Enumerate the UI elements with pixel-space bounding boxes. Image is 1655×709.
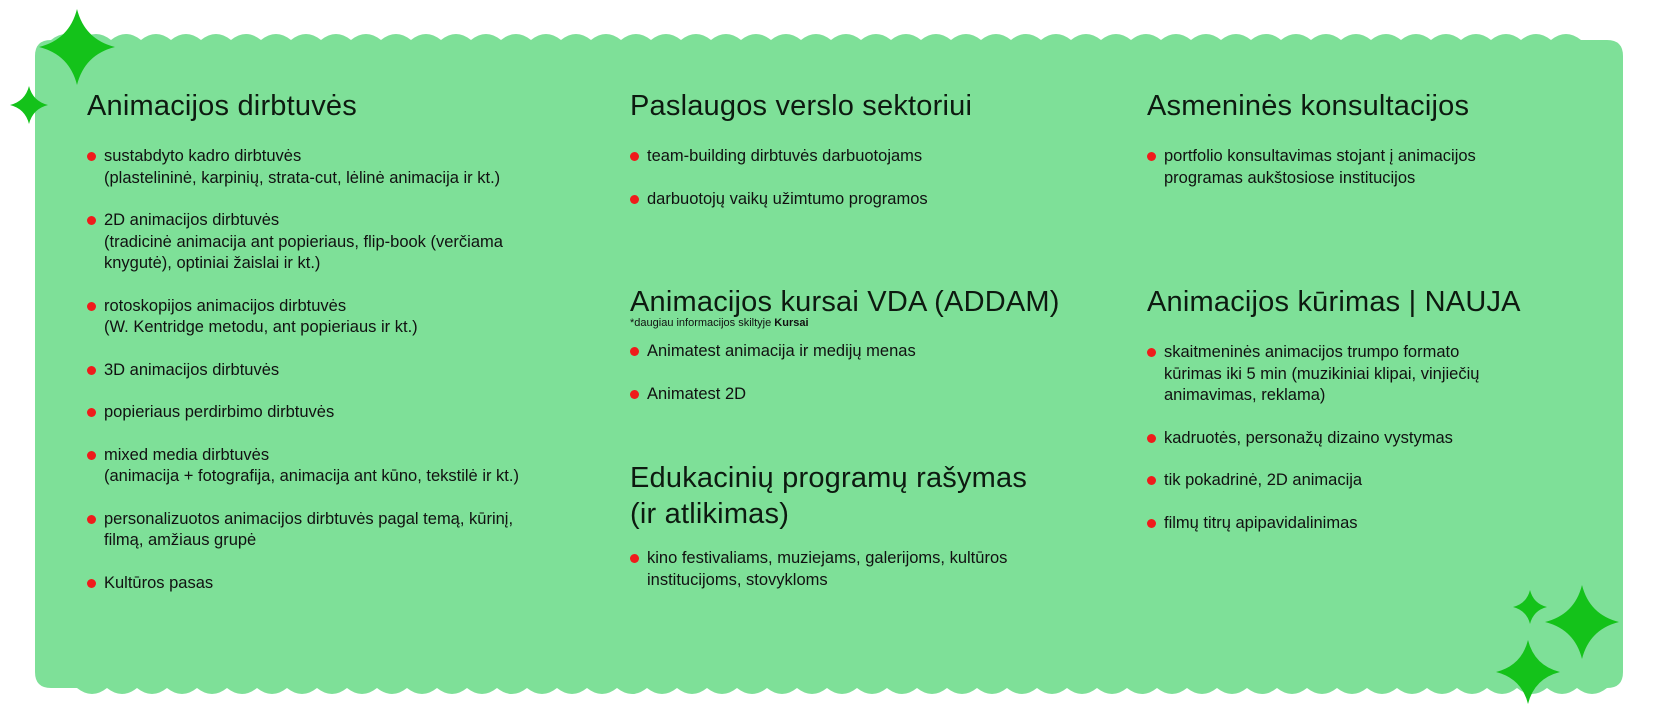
section-courses — [630, 284, 1060, 426]
list-item-text — [647, 341, 916, 363]
list-item — [87, 509, 519, 552]
list-item-line: 2D animacijos dirbtuvės — [104, 211, 280, 229]
section-title: Paslaugos verslo sektoriui — [630, 90, 973, 122]
list-item-line: Animatest animacija ir medijų menas — [647, 342, 916, 360]
note-link[interactable]: Kursai — [774, 317, 809, 329]
list-item-text — [104, 360, 279, 382]
list-item-line: animavimas, reklama) — [1164, 386, 1326, 404]
list-item — [1147, 513, 1521, 535]
list-item — [87, 445, 519, 488]
bullet-icon — [87, 451, 96, 460]
bullet-icon — [87, 408, 96, 417]
bullet-icon — [1147, 476, 1156, 485]
list-item-line: (W. Kentridge metodu, ant popieriaus ir kt.) — [104, 318, 418, 336]
section-title — [630, 460, 1027, 532]
list-item-line: personalizuotos animacijos dirbtuvės pagal temą, kūrinį, — [104, 509, 514, 528]
bullet-icon — [630, 152, 639, 161]
list-item — [87, 210, 519, 275]
section-title: Asmeninės konsultacijos — [1147, 90, 1470, 122]
bullet-icon — [1147, 434, 1156, 443]
list-item-line: portfolio konsultavimas stojant į animacijos — [1164, 147, 1476, 165]
list-item-line: darbuotojų vaikų užimtumo programos — [647, 189, 928, 208]
list-item-line: programas aukštosiose institucijos — [1164, 168, 1416, 187]
list-item-line: team-building dirbtuvės darbuotojams — [647, 147, 923, 165]
list-item-line: filmą, amžiaus grupė — [104, 531, 257, 549]
section-title: Animacijos kursai VDA (ADDAM) — [630, 286, 1060, 318]
list-item-line: skaitmeninės animacijos trumpo formato — [1164, 343, 1460, 361]
bullet-icon — [1147, 348, 1156, 357]
list-item-text — [1164, 146, 1476, 189]
list-item-text — [1164, 428, 1453, 450]
list-item — [630, 146, 972, 168]
list-item — [87, 146, 519, 189]
bullet-icon — [1147, 519, 1156, 528]
item-list — [630, 548, 1027, 591]
list-item — [1147, 428, 1521, 450]
list-item-line: popieriaus perdirbimo dirbtuvės — [104, 403, 335, 421]
list-item-line: rotoskopijos animacijos dirbtuvės — [104, 296, 347, 315]
bullet-icon — [630, 195, 639, 204]
item-list — [1147, 146, 1476, 189]
list-item-text — [104, 509, 513, 552]
list-item-line: knygutė), optiniai žaislai ir kt.) — [104, 254, 321, 272]
section-workshops — [87, 88, 519, 615]
list-item-line: kadruotės, personažų dizaino vystymas — [1164, 428, 1453, 447]
section-title-line: (ir atlikimas) — [630, 498, 790, 530]
section-title: Animacijos kūrimas | NAUJA — [1147, 286, 1521, 318]
item-list — [630, 341, 1060, 405]
item-list — [1147, 342, 1521, 534]
list-item-text — [104, 296, 418, 339]
note-text: *daugiau informacijos skiltyje — [630, 317, 775, 329]
list-item-text — [647, 189, 928, 211]
list-item — [87, 402, 519, 424]
section-business — [630, 88, 972, 231]
section-education — [630, 460, 1027, 612]
list-item — [630, 548, 1027, 591]
list-item-line: (plastelininė, karpinių, strata-cut, lėlinė animacija ir kt.) — [104, 168, 501, 187]
list-item — [87, 360, 519, 382]
list-item-text — [1164, 342, 1479, 407]
list-item — [1147, 470, 1521, 492]
list-item-text — [647, 548, 1007, 591]
list-item-line: mixed media dirbtuvės — [104, 445, 270, 464]
bullet-icon — [87, 152, 96, 161]
list-item-text — [647, 384, 746, 406]
item-list — [87, 146, 519, 594]
list-item-line: sustabdyto kadro dirbtuvės — [104, 147, 302, 165]
section-consultations — [1147, 88, 1476, 210]
list-item-line: Kultūros pasas — [104, 573, 214, 592]
list-item-line: (animacija + fotografija, animacija ant kūno, tekstilė ir kt.) — [104, 467, 519, 485]
list-item-text — [1164, 513, 1358, 535]
list-item-text — [647, 146, 922, 168]
section-creation — [1147, 284, 1521, 555]
list-item-line: institucijoms, stovykloms — [647, 570, 828, 589]
bullet-icon — [1147, 152, 1156, 161]
bullet-icon — [87, 216, 96, 225]
list-item-line: tik pokadrinė, 2D animacija — [1164, 471, 1363, 489]
bullet-icon — [87, 579, 96, 588]
list-item-text — [104, 146, 500, 189]
list-item — [1147, 342, 1521, 407]
bullet-icon — [630, 554, 639, 563]
bullet-icon — [87, 515, 96, 524]
list-item-line: kūrimas iki 5 min (muzikiniai klipai, vinjiečių — [1164, 364, 1480, 383]
list-item-line: filmų titrų apipavidalinimas — [1164, 513, 1358, 532]
list-item — [1147, 146, 1476, 189]
list-item-text — [104, 402, 334, 424]
bullet-icon — [87, 302, 96, 311]
list-item — [87, 296, 519, 339]
bullet-icon — [87, 366, 96, 375]
list-item — [87, 573, 519, 595]
list-item-text — [104, 573, 213, 595]
bullet-icon — [630, 390, 639, 399]
list-item-line: kino festivaliams, muziejams, galerijoms, kultūros — [647, 549, 1008, 567]
item-list — [630, 146, 972, 210]
list-item-text — [104, 445, 519, 488]
list-item-line: Animatest 2D — [647, 384, 747, 403]
list-item — [630, 189, 972, 211]
list-item-text — [1164, 470, 1362, 492]
bullet-icon — [630, 347, 639, 356]
list-item-line: (tradicinė animacija ant popieriaus, flip-book (verčiama — [104, 232, 503, 251]
section-title-line: Edukacinių programų rašymas — [630, 462, 1028, 494]
list-item-text — [104, 210, 503, 275]
list-item — [630, 384, 1060, 406]
list-item — [630, 341, 1060, 363]
list-item-line: 3D animacijos dirbtuvės — [104, 360, 280, 379]
section-title: Animacijos dirbtuvės — [87, 90, 357, 122]
